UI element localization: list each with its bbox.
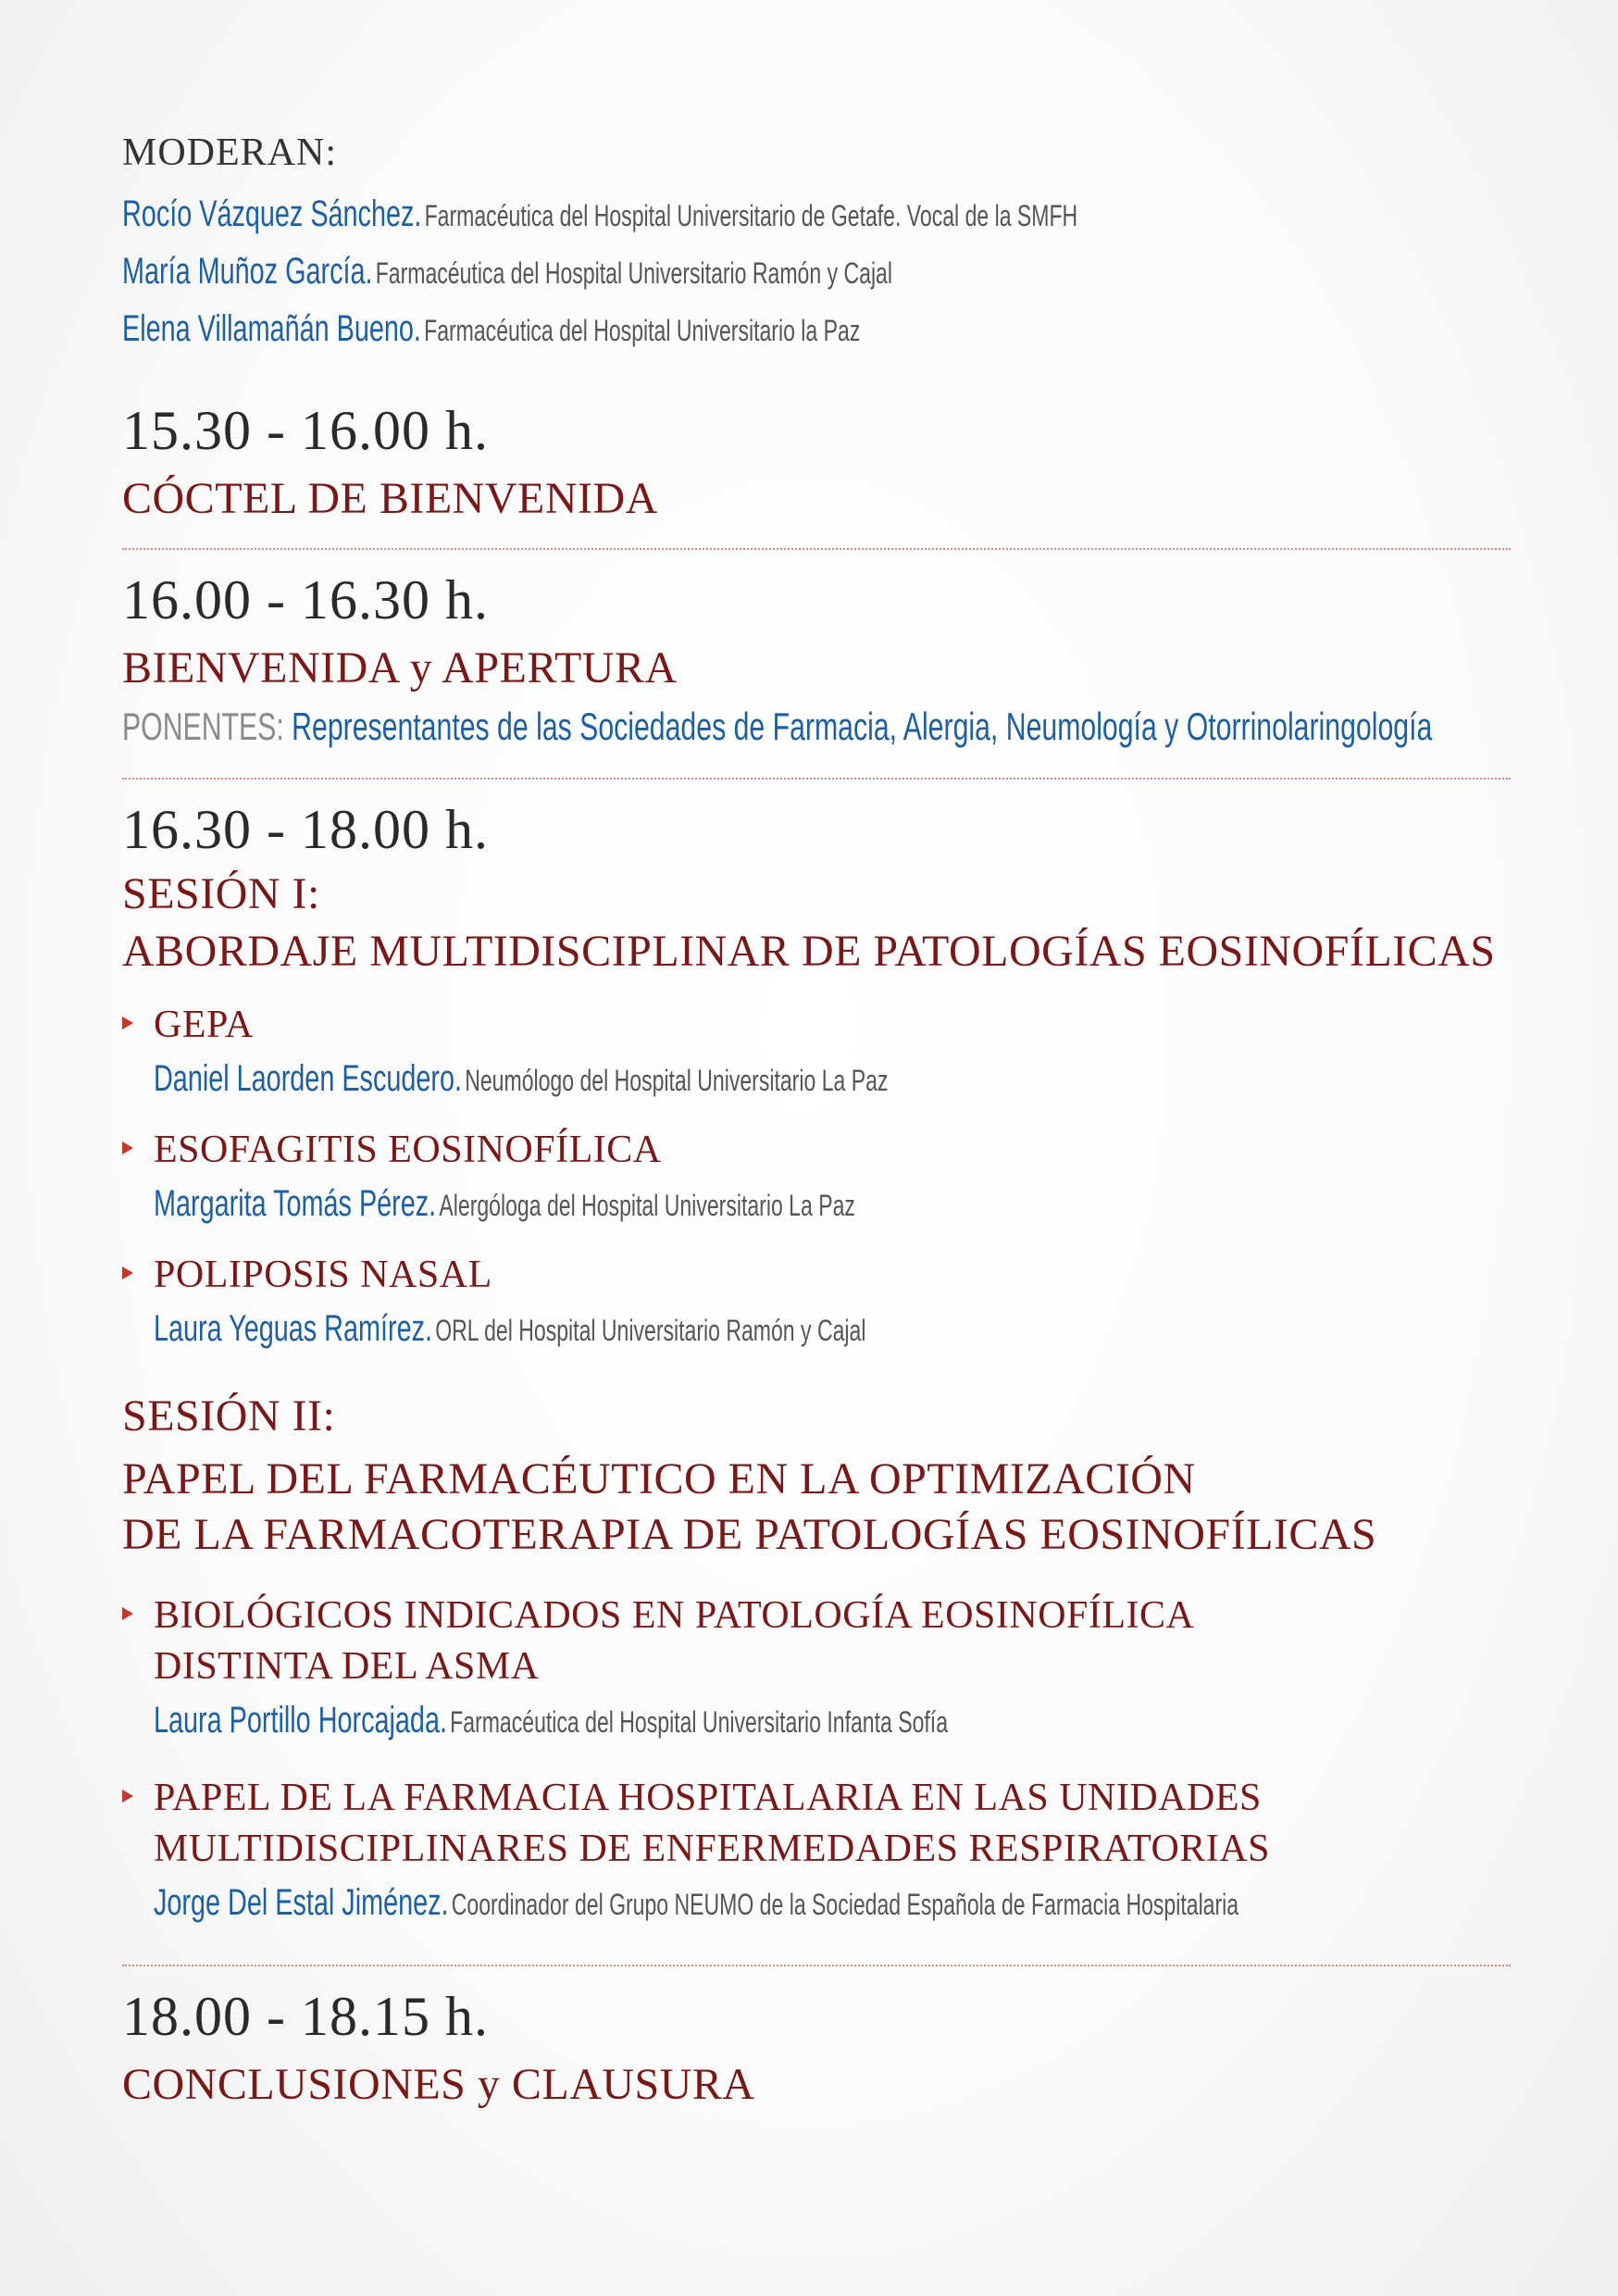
dotted-divider [122,548,1511,550]
bullet-triangle-icon [122,1790,133,1803]
dotted-divider [122,778,1511,780]
talk-title-line-1: PAPEL DE LA FARMACIA HOSPITALARIA EN LAS UNIDADES [154,1777,1262,1819]
moderator-name: Elena Villamañán Bueno. [122,307,421,349]
schedule-block-opening [122,569,1511,757]
talk-item [122,1773,1542,1931]
speakers-label: PONENTES: [122,705,284,748]
speaker-name: Laura Yeguas Ramírez. [154,1308,432,1350]
speaker-name: Margarita Tomás Pérez. [154,1183,437,1225]
speaker-line [154,1691,1542,1749]
session-2-subtitle-line-1: PAPEL DEL FARMACÉUTICO EN LA OPTIMIZACIÓN [122,1454,1196,1504]
talk-item [122,1250,1542,1358]
speaker-name: Daniel Laorden Escudero. [154,1058,463,1100]
block-title: CÓCTEL DE BIENVENIDA [122,474,658,523]
schedule-block-welcome-cocktail [122,400,1511,527]
bullet-triangle-icon [122,1017,133,1029]
moderator-item [122,300,1511,357]
talk-title-line-2: MULTIDISCIPLINARES DE ENFERMEDADES RESPIRATORIAS [154,1827,1270,1870]
bullet-triangle-icon [122,1267,133,1279]
speaker-role: Alergóloga del Hospital Universitario La Paz [439,1189,855,1223]
speaker-name: Laura Portillo Horcajada. [154,1699,447,1741]
talk-item [122,1125,1542,1233]
schedule-block-closing [122,1986,1511,2113]
schedule-block-sessions [122,799,1511,980]
dotted-divider [122,1965,1511,1966]
moderator-name: Rocío Vázquez Sánchez. [122,193,422,234]
block-title: CONCLUSIONES y CLAUSURA [122,2060,755,2109]
block-title: BIENVENIDA y APERTURA [122,643,678,693]
moderators-label: MODERAN: [122,131,338,174]
time-slot: 16.00 - 16.30 h. [122,569,489,630]
session-2-header [122,1389,1511,1563]
moderator-name: María Muñoz García. [122,250,373,292]
moderator-role: Farmacéutica del Hospital Universitario Ramón y Cajal [375,256,892,290]
moderator-item [122,243,1511,300]
moderator-role: Farmacéutica del Hospital Universitario la Paz [424,313,861,347]
speaker-role: ORL del Hospital Universitario Ramón y Cajal [435,1314,866,1348]
speaker-role: Neumólogo del Hospital Universitario La Paz [465,1064,889,1098]
speakers-value: Representantes de las Sociedades de Farmacia, Alergia, Neumología y Otorrinolaringología [292,705,1433,748]
speaker-role: Farmacéutica del Hospital Universitario Infanta Sofía [450,1704,949,1739]
speaker-role: Coordinador del Grupo NEUMO de la Sociedad Española de Farmacia Hospitalaria [451,1887,1239,1921]
talk-title: ESOFAGITIS EOSINOFÍLICA [154,1129,662,1171]
talk-title: GEPA [154,1004,254,1046]
time-slot: 16.30 - 18.00 h. [122,799,489,860]
time-slot: 15.30 - 16.00 h. [122,400,489,461]
speaker-line [154,1874,1542,1931]
session-2-title: SESIÓN II: [122,1391,336,1441]
moderator-item [122,185,1511,243]
bullet-triangle-icon [122,1607,133,1620]
moderators-section [122,130,1511,357]
talk-item [122,1591,1542,1749]
speaker-line [154,1051,1542,1108]
session-1-title: SESIÓN I: [122,869,320,918]
bullet-triangle-icon [122,1142,133,1154]
time-slot: 18.00 - 18.15 h. [122,1986,489,2047]
speaker-name: Jorge Del Estal Jiménez. [154,1881,449,1923]
talk-title-line-2: DISTINTA DEL ASMA [154,1644,540,1688]
moderator-role: Farmacéutica del Hospital Universitario de Getafe. Vocal de la SMFH [424,198,1078,232]
talk-title-line-1: BIOLÓGICOS INDICADOS EN PATOLOGÍA EOSINOFÍLICA [154,1594,1195,1637]
session-1-subtitle: ABORDAJE MULTIDISCIPLINAR DE PATOLOGÍAS EOSINOFÍLICAS [122,927,1496,976]
session-2-subtitle-line-2: DE LA FARMACOTERAPIA DE PATOLOGÍAS EOSINOFÍLICAS [122,1510,1377,1559]
speaker-line [154,1301,1542,1358]
talk-title: POLIPOSIS NASAL [154,1254,492,1296]
speaker-line [154,1176,1542,1233]
speakers-line [122,696,1511,757]
talk-item [122,1000,1542,1108]
